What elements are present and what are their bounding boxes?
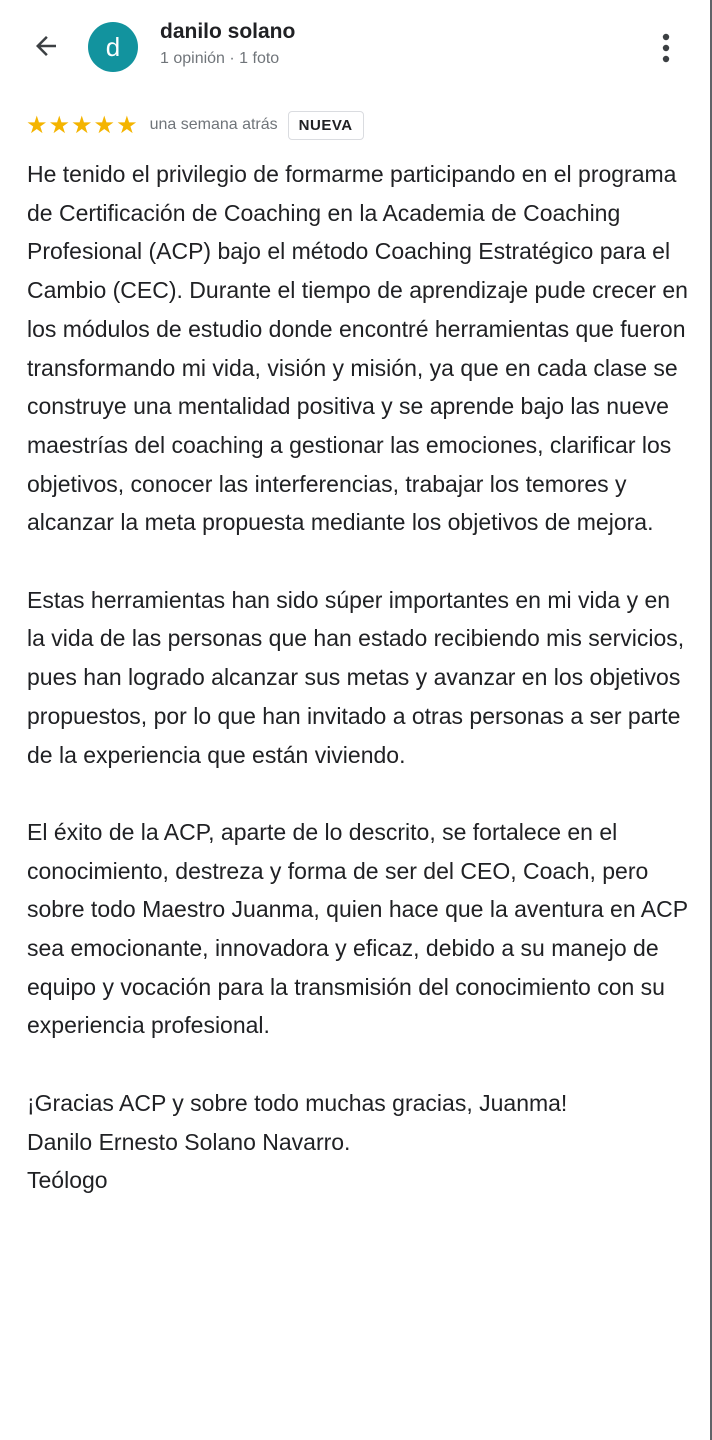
avatar-letter: d bbox=[105, 31, 121, 62]
more-options-button[interactable] bbox=[648, 28, 684, 68]
star-icon: ★ bbox=[26, 111, 48, 139]
review-time: una semana atrás bbox=[149, 116, 278, 133]
review-text bbox=[27, 155, 692, 1200]
back-arrow-icon bbox=[31, 31, 61, 61]
star-icon: ★ bbox=[116, 111, 138, 139]
star-icon: ★ bbox=[48, 111, 71, 139]
rating-row bbox=[26, 108, 364, 142]
reviewer-name[interactable]: danilo solano bbox=[160, 20, 296, 43]
star-icon: ★ bbox=[71, 111, 93, 139]
review-paragraph: He tenido el privilegio de formarme participando en el programa de Certificación de Coaching en la Academia de Coaching Profesional (ACP) bajo el método Coaching Estratégico para el Cambio (CEC). Durante el tiempo de aprendizaje pude crecer en los módulos de estudio donde encontré herramientas que fueron transformando mi vida, visión y misión, ya que en cada clase se construye una mentalidad positiva y se aprende bajo las nueve maestrías del coaching a gestionar las emociones, clarificar los objetivos, conocer las interferencias, trabajar los temores y alcanzar la meta propuesta mediante los objetivos de mejora. bbox=[27, 161, 688, 536]
review-paragraph: El éxito de la ACP, aparte de lo descrito, se fortalece en el conocimiento, destreza y forma de ser del CEO, Coach, pero sobre todo Maestro Juanma, quien hace que la aventura en ACP sea emocionante, innovadora y eficaz, debido a su manejo de equipo y vocación para la transmisión del conocimiento con su experiencia profesional. bbox=[27, 818, 688, 1039]
more-vert-icon bbox=[662, 33, 670, 63]
star-icon: ★ bbox=[93, 111, 116, 139]
star-rating bbox=[26, 113, 138, 137]
back-button[interactable] bbox=[28, 28, 64, 64]
review-header bbox=[0, 0, 712, 92]
review-paragraph: ¡Gracias ACP y sobre todo muchas gracias, Juanma! Danilo Ernesto Solano Navarro. Teólogo bbox=[27, 1089, 568, 1194]
reviewer-meta: 1 opinión · 1 foto bbox=[160, 50, 280, 67]
avatar[interactable] bbox=[88, 22, 138, 72]
review-paragraph: Estas herramientas han sido súper importantes en mi vida y en la vida de las personas que han estado recibiendo mis servicios, pues han logrado alcanzar sus metas y avanzar en los objetivos propuestos, por lo que han invitado a otras personas a ser parte de la experiencia que están viviendo. bbox=[27, 586, 685, 768]
new-badge: NUEVA bbox=[288, 111, 364, 140]
